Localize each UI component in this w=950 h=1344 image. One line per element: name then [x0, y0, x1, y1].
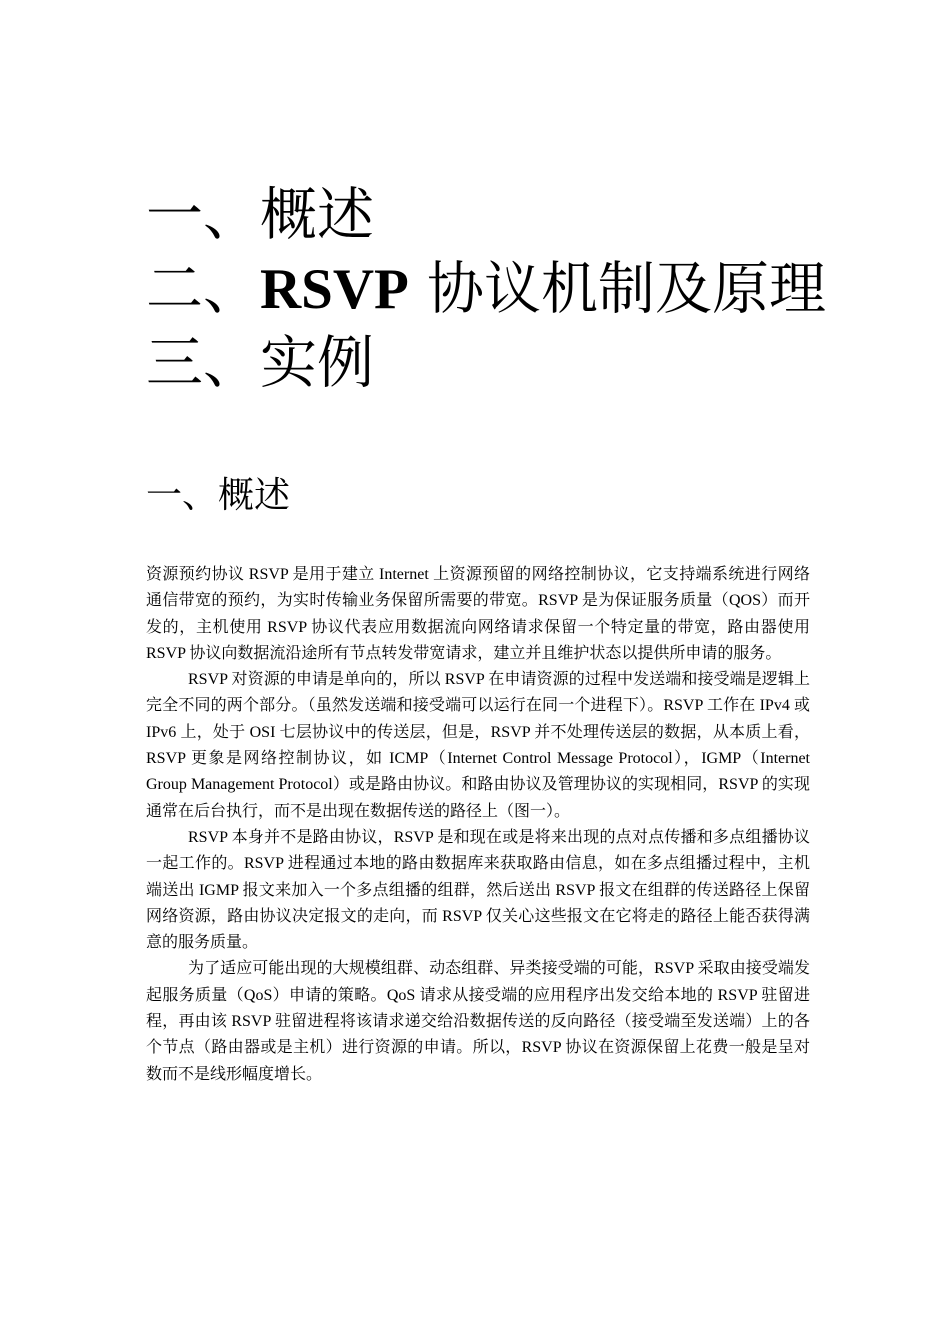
toc-item-examples [146, 326, 826, 400]
toc-item-latin: RSVP [260, 258, 409, 321]
toc-item-prefix: 一、 [146, 182, 260, 248]
toc-item-text: 协议机制及原理 [408, 256, 826, 322]
toc-item-overview [146, 178, 826, 252]
paragraph: 资源预约协议 RSVP 是用于建立 Internet 上资源预留的网络控制协议，它支持端系统进行网络通信带宽的预约，为实时传输业务保留所需要的带宽。RSVP 是为保证服务质量（QOS）而开发的，主机使用 RSVP 协议代表应用数据流向网络请求保留一个特定量的带宽，路由器使用 RSVP 协议向数据流沿途所有节点转发带宽请求，建立并且维护状态以提供所申请的服务。 [146, 566, 810, 662]
toc-item-prefix: 三、 [146, 330, 260, 396]
paragraph: RSVP 对资源的申请是单向的，所以 RSVP 在申请资源的过程中发送端和接受端是逻辑上完全不同的两个部分。（虽然发送端和接受端可以运行在同一个进程下）。RSVP 工作在 IPv4 或 IPv6 上，处于 OSI 七层协议中的传送层，但是，RSVP 并不处理传送层的数据，从本质上看，RSVP 更象是网络控制协议，如 ICMP（Internet Control Message Protocol），IGMP（Internet Group Management Protocol）或是路由协议。和路由协议及管理协议的实现相同，RSVP 的实现通常在后台执行，而不是出现在数据传送的路径上（图一）。 [146, 671, 810, 820]
toc-item-text: 概述 [260, 182, 374, 248]
paragraph: RSVP 本身并不是路由协议，RSVP 是和现在或是将来出现的点对点传播和多点组播协议一起工作的。RSVP 进程通过本地的路由数据库来获取路由信息，如在多点组播过程中，主机端送出 IGMP 报文来加入一个多点组播的组群，然后送出 RSVP 报文在组群的传送路径上保留网络资源，路由协议决定报文的走向，而 RSVP 仅关心这些报文在它将走的路径上能否获得满意的服务质量。 [146, 828, 810, 952]
table-of-contents [146, 178, 826, 400]
paragraph: 为了适应可能出现的大规模组群、动态组群、异类接受端的可能，RSVP 采取由接受端发起服务质量（QoS）申请的策略。QoS 请求从接受端的应用程序出发交给本地的 RSVP 驻留进程，再由该 RSVP 驻留进程将该请求递交给沿数据传送的反向路径（接受端至发送端）上的各个节点（路由器或是主机）进行资源的申请。所以，RSVP 协议在资源保留上花费一般是呈对数而不是线形幅度增长。 [146, 960, 810, 1083]
toc-item-text: 实例 [260, 330, 374, 396]
body-text [146, 562, 810, 1088]
section-heading: 一、概述 [146, 475, 291, 516]
toc-item-rsvp-mechanism [146, 252, 826, 326]
toc-item-prefix: 二、 [146, 256, 260, 322]
